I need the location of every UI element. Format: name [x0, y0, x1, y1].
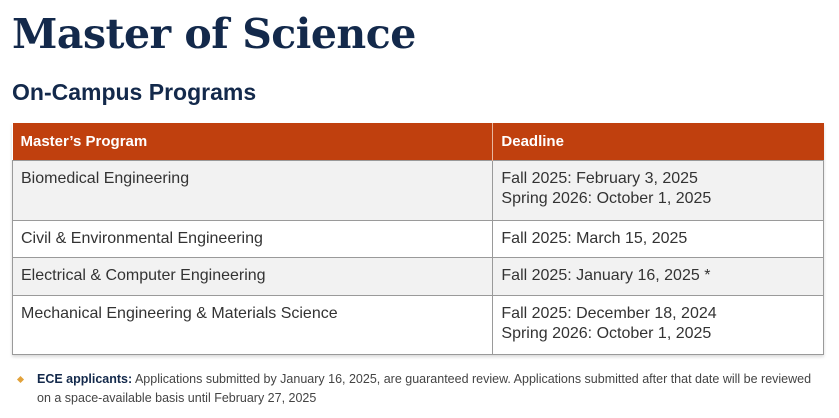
- table-row: [13, 257, 824, 295]
- header-program: Master’s Program: [13, 123, 493, 160]
- deadline-line: Fall 2025: January 16, 2025 *: [501, 266, 711, 284]
- section-title: On-Campus Programs: [12, 79, 257, 105]
- deadline-line: Spring 2026: October 1, 2025: [501, 324, 712, 342]
- program-cell: Mechanical Engineering & Materials Science: [13, 295, 493, 354]
- deadline-cell: [493, 160, 824, 220]
- deadline-line: Fall 2025: February 3, 2025: [501, 169, 698, 187]
- footnote: [18, 370, 818, 408]
- footnote-body: Applications submitted by January 16, 2025, are guaranteed review. Applications submitted after that date will be reviewed on a space-available basis until February 27, 2025: [37, 372, 812, 405]
- deadline-cell: [493, 295, 824, 354]
- deadline-cell: [493, 220, 824, 257]
- deadline-line: Fall 2025: March 15, 2025: [501, 229, 688, 247]
- table-row: [13, 295, 824, 354]
- footnote-text: [18, 370, 818, 408]
- table-header-row: [13, 123, 824, 160]
- program-cell: Electrical & Computer Engineering: [13, 257, 493, 295]
- table-body: [13, 160, 824, 354]
- deadline-line: Fall 2025: December 18, 2024: [501, 304, 717, 322]
- footnote-label: ECE applicants:: [37, 372, 133, 386]
- header-deadline: Deadline: [493, 123, 824, 160]
- page-title: Master of Science: [12, 10, 416, 58]
- table-row: [13, 220, 824, 257]
- programs-table: [12, 123, 824, 355]
- program-cell: Civil & Environmental Engineering: [13, 220, 493, 257]
- program-cell: Biomedical Engineering: [13, 160, 493, 220]
- table-header: [13, 123, 824, 160]
- deadline-line: Spring 2026: October 1, 2025: [501, 189, 712, 207]
- table-row: [13, 160, 824, 220]
- deadline-cell: [493, 257, 824, 295]
